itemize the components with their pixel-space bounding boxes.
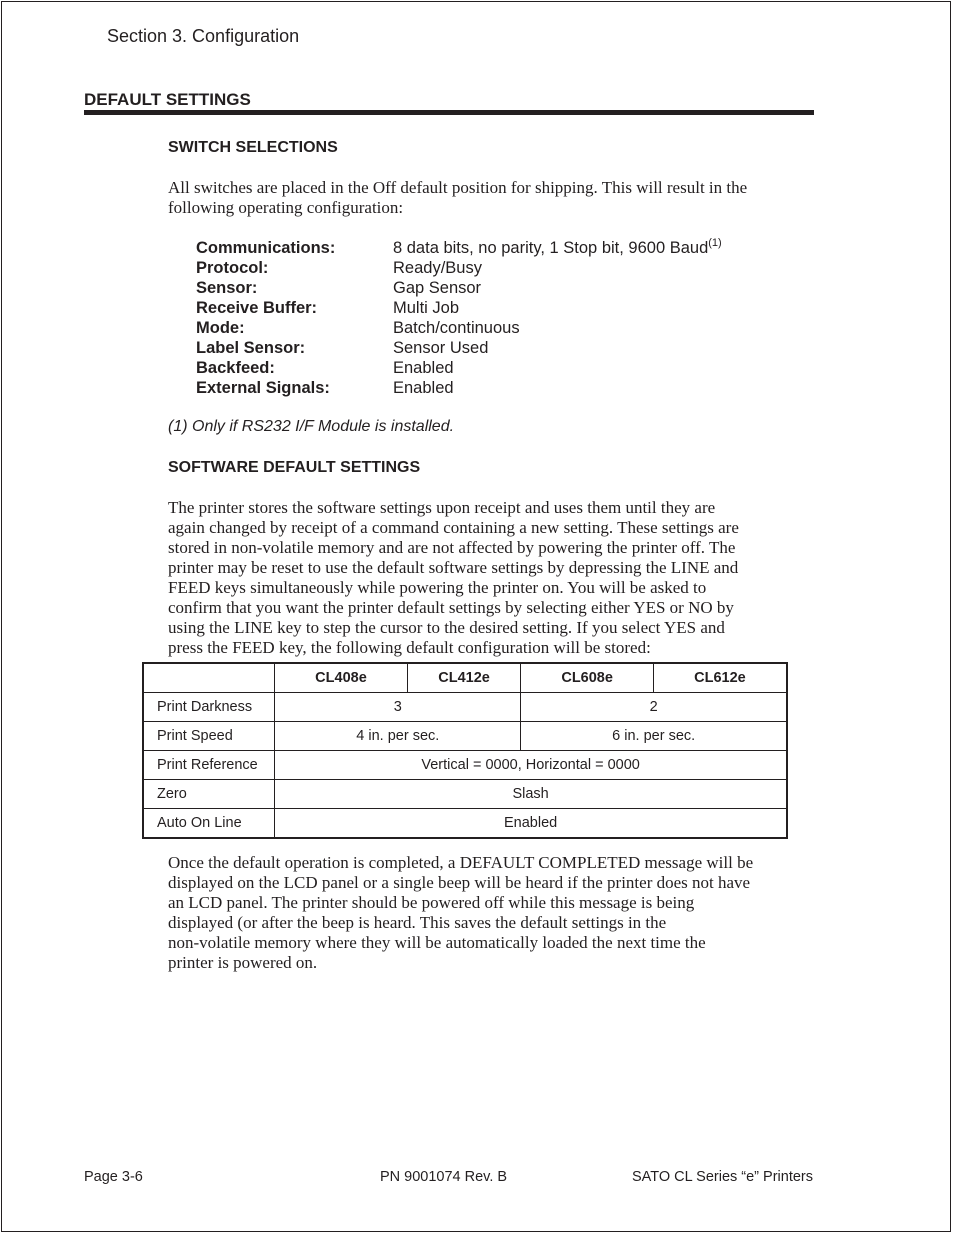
setting-row — [196, 358, 816, 378]
text-line: FEED keys simultaneously while powering the printer on. You will be asked to — [168, 578, 707, 597]
setting-value: Sensor Used — [393, 339, 489, 357]
page-title: DEFAULT SETTINGS — [84, 90, 251, 109]
table-cell: 4 in. per sec. — [275, 722, 521, 751]
footer-part-number: PN 9001074 Rev. B — [380, 1169, 508, 1185]
switch-settings-list — [196, 238, 816, 398]
footer-product: SATO CL Series “e” Printers — [631, 1169, 813, 1185]
text-line: press the FEED key, the following default configuration will be stored: — [168, 638, 651, 657]
text-line: All switches are placed in the Off default position for shipping. This will result in the — [168, 178, 748, 197]
setting-value: 8 data bits, no parity, 1 Stop bit, 9600 Baud$^{(1)}$ — [393, 237, 722, 257]
table-cell: 3 — [275, 693, 521, 722]
setting-label: Mode: — [196, 319, 245, 337]
setting-value: Enabled — [393, 379, 454, 397]
text-line: confirm that you want the printer default settings by selecting either YES or NO by — [168, 598, 734, 617]
setting-row — [196, 378, 816, 398]
switch-selections-heading: SWITCH SELECTIONS — [168, 139, 338, 156]
software-default-heading: SOFTWARE DEFAULT SETTINGS — [168, 459, 421, 476]
text-line: printer is powered on. — [168, 953, 318, 972]
text-line: The printer stores the software settings upon receipt and uses them until they are — [168, 498, 716, 517]
footnote: (1) Only if RS232 I/F Module is installed. — [168, 418, 455, 435]
setting-value: Gap Sensor — [393, 279, 482, 297]
column-header: CL408e — [275, 663, 408, 693]
setting-label: Receive Buffer: — [196, 299, 318, 317]
footnote-marker: (1) — [708, 237, 722, 249]
text-line: printer may be reset to use the default software settings by depressing the LINE and — [168, 558, 739, 577]
table-cell: Slash — [275, 780, 787, 809]
table-header-row — [143, 663, 787, 693]
column-header — [143, 663, 275, 693]
table-cell: 2 — [521, 693, 787, 722]
setting-label: Sensor: — [196, 279, 258, 297]
text-line: displayed (or after the beep is heard. This saves the default settings in the — [168, 913, 667, 932]
setting-row — [196, 298, 816, 318]
section-header: Section 3. Configuration — [107, 26, 300, 46]
setting-value: Multi Job — [393, 299, 460, 317]
table-row — [143, 751, 787, 780]
table-cell: Vertical = 0000, Horizontal = 0000 — [275, 751, 787, 780]
setting-value: Batch/continuous — [393, 319, 520, 337]
setting-label: Backfeed: — [196, 359, 275, 377]
setting-label: Communications: — [196, 239, 336, 257]
default-settings-table — [142, 662, 788, 839]
column-header: CL612e — [653, 663, 787, 693]
software-paragraph — [168, 498, 813, 658]
setting-label: Protocol: — [196, 259, 269, 277]
setting-row — [196, 338, 816, 358]
setting-value: Ready/Busy — [393, 259, 482, 277]
table-cell: Enabled — [275, 809, 787, 839]
table-row — [143, 693, 787, 722]
table-row — [143, 780, 787, 809]
row-label: Zero — [143, 780, 275, 809]
text-line: following operating configuration: — [168, 198, 404, 217]
text-line: displayed on the LCD panel or a single beep will be heard if the printer does not have — [168, 873, 751, 892]
row-label: Auto On Line — [143, 809, 275, 839]
text-line: non-volatile memory where they will be automatically loaded the next time the — [168, 933, 706, 952]
text-line: stored in non-volatile memory and are not affected by powering the printer off. The — [168, 538, 736, 557]
setting-row — [196, 238, 816, 258]
setting-value: Enabled — [393, 359, 454, 377]
switch-intro-paragraph — [168, 178, 813, 218]
table-cell: 6 in. per sec. — [521, 722, 787, 751]
setting-row — [196, 278, 816, 298]
column-header: CL608e — [521, 663, 654, 693]
footer-page-number: Page 3-6 — [84, 1169, 143, 1185]
setting-label: Label Sensor: — [196, 339, 306, 357]
title-rule — [84, 110, 814, 115]
setting-label: External Signals: — [196, 379, 330, 397]
setting-row — [196, 318, 816, 338]
row-label: Print Darkness — [143, 693, 275, 722]
table-row — [143, 809, 787, 839]
table-row — [143, 722, 787, 751]
text-line: using the LINE key to step the cursor to the desired setting. If you select YES and — [168, 618, 725, 637]
text-line: an LCD panel. The printer should be powered off while this message is being — [168, 893, 695, 912]
text-line: again changed by receipt of a command containing a new setting. These settings are — [168, 518, 739, 537]
row-label: Print Speed — [143, 722, 275, 751]
row-label: Print Reference — [143, 751, 275, 780]
text-line: Once the default operation is completed, a DEFAULT COMPLETED message will be — [168, 853, 754, 872]
closing-paragraph — [168, 853, 813, 973]
setting-row — [196, 258, 816, 278]
column-header: CL412e — [407, 663, 521, 693]
